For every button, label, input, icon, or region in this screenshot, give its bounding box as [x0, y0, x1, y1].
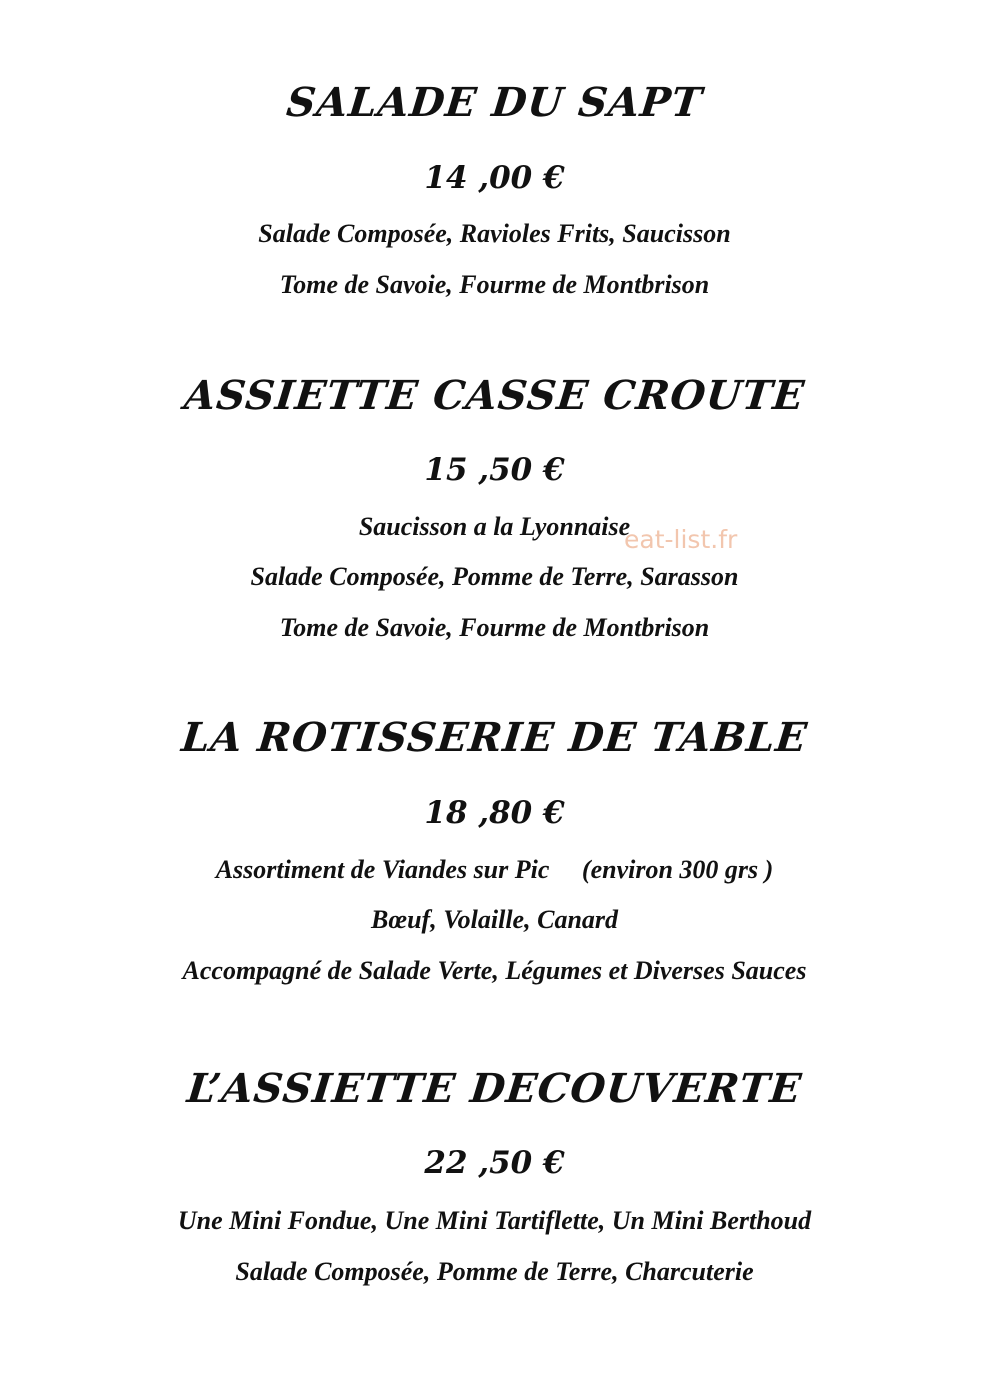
- item-title: ASSIETTE CASSE CROUTE: [182, 372, 807, 419]
- item-description-line: Une Mini Fondue, Une Mini Tartiflette, Un Mini Berthoud: [177, 1206, 812, 1235]
- watermark: eat-list.fr: [624, 525, 738, 554]
- item-description-line: Salade Composée, Pomme de Terre, Charcuterie: [235, 1257, 754, 1286]
- item-price: 22 ,50 €: [424, 1145, 565, 1181]
- item-price: 15 ,50 €: [424, 452, 565, 488]
- item-title: L’ASSIETTE DECOUVERTE: [184, 1065, 805, 1112]
- item-description-line: Saucisson a la Lyonnaise: [358, 512, 631, 541]
- item-description-line: Tome de Savoie, Fourme de Montbrison: [279, 613, 710, 642]
- item-description-line: Bœuf, Volaille, Canard: [370, 905, 619, 934]
- item-description-line: Salade Composée, Ravioles Frits, Saucisson: [258, 219, 731, 248]
- item-description-line: Salade Composée, Pomme de Terre, Sarasson: [250, 562, 739, 591]
- item-price: 14 ,00 €: [424, 160, 565, 196]
- item-description-line: Tome de Savoie, Fourme de Montbrison: [279, 270, 710, 299]
- item-title: SALADE DU SAPT: [284, 79, 705, 126]
- item-price: 18 ,80 €: [424, 795, 565, 831]
- item-title: LA ROTISSERIE DE TABLE: [179, 714, 810, 761]
- item-description-line: Accompagné de Salade Verte, Légumes et Diverses Sauces: [182, 956, 807, 985]
- item-description-line: Assortiment de Viandes sur Pic (environ 300 grs ): [215, 855, 774, 884]
